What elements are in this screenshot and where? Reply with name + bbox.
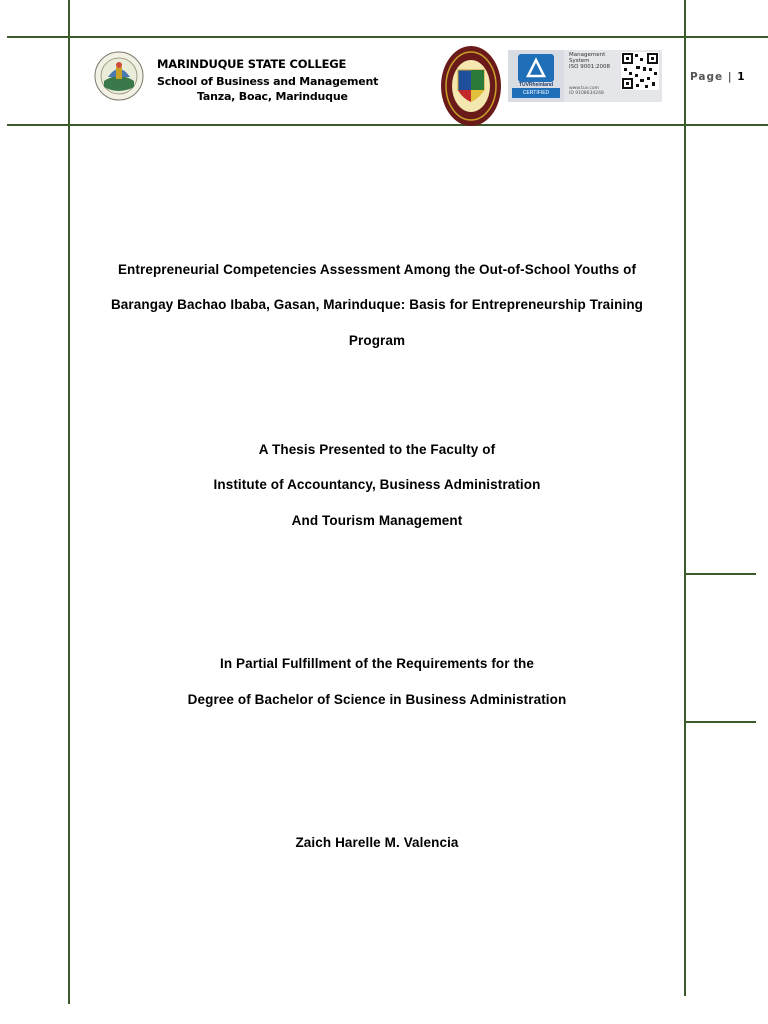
presentation-line-3: And Tourism Management [291, 513, 463, 528]
school-seal [440, 44, 502, 128]
page-number-value: 1 [737, 71, 746, 83]
cert-url: www.tuv.com [569, 86, 600, 91]
thesis-title-line-2: Barangay Bachao Ibaba, Gasan, Marinduque: Basis for Entrepreneurship Training [110, 297, 644, 312]
certified-badge: CERTIFIED [522, 90, 550, 96]
page-number [690, 71, 746, 83]
school-name: School of Business and Management [157, 75, 379, 88]
header-top-rule [7, 36, 768, 38]
college-logo [94, 51, 144, 101]
tuv-brand: TÜVRheinland [518, 82, 554, 88]
fulfillment-line-2: Degree of Bachelor of Science in Business Administration [187, 692, 567, 707]
presentation-line-1: A Thesis Presented to the Faculty of [258, 442, 496, 457]
thesis-title-line-3: Program [348, 333, 406, 348]
fulfillment-line-1: In Partial Fulfillment of the Requirements for the [219, 656, 535, 671]
header-bottom-rule [7, 124, 768, 126]
college-name: MARINDUQUE STATE COLLEGE [157, 57, 347, 71]
qr-code [621, 52, 659, 90]
thesis-title-line-1: Entrepreneurial Competencies Assessment Among the Out-of-School Youths of [117, 262, 637, 277]
college-address: Tanza, Boac, Marinduque [197, 90, 348, 103]
page-prefix: Page | [690, 71, 738, 83]
author-name: Zaich Harelle M. Valencia [295, 835, 459, 850]
cert-line-3: ISO 9001:2008 [569, 64, 611, 70]
left-margin-line [68, 0, 70, 1004]
presentation-line-2: Institute of Accountancy, Business Administration [213, 477, 541, 492]
institution-header [157, 57, 378, 103]
cert-id: ID 9108634248 [569, 91, 604, 96]
cert-line-1: Management [569, 52, 606, 58]
tuv-iso-certification [508, 50, 662, 102]
margin-tab-1 [686, 573, 756, 575]
cert-line-2: System [569, 58, 590, 64]
cert-footer-text [569, 86, 604, 96]
margin-tab-2 [686, 721, 756, 723]
tuv-logo [508, 50, 564, 102]
right-margin-line [684, 0, 686, 996]
management-system-text [569, 52, 610, 70]
